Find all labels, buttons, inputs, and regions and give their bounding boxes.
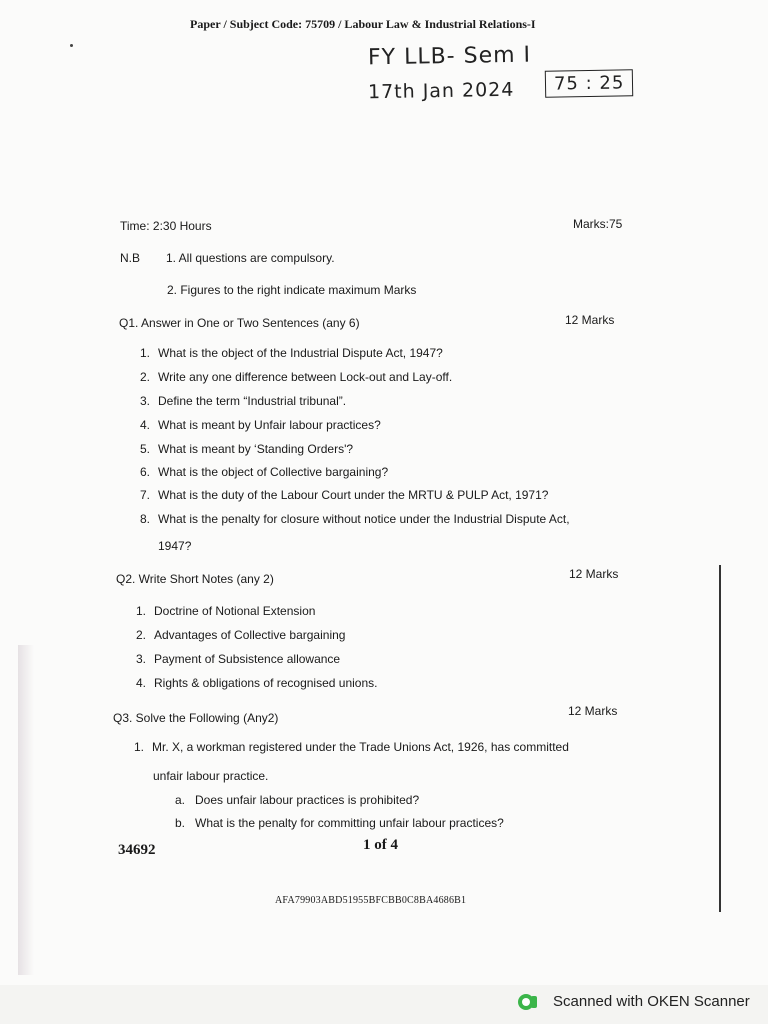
q2-item: 3. Payment of Subsistence allowance (135, 652, 341, 666)
document-hash: AFA79903ABD51955BFCBB0C8BA4686B1 (275, 895, 467, 906)
page-number: 1 of 4 (363, 837, 398, 853)
handwritten-marks-box: 75 : 25 (545, 69, 634, 98)
q3-marks: 12 Marks (568, 704, 618, 718)
oken-scanner-logo-icon (517, 993, 539, 1011)
q1-item: 1. What is the object of the Industrial Dispute Act, 1947? (139, 346, 443, 360)
q3-item: 1. Mr. X, a workman registered under the Trade Unions Act, 1926, has committed (133, 740, 569, 754)
q1-item: 7. What is the duty of the Labour Court under the MRTU & PULP Act, 1971? (139, 488, 549, 502)
paper-header: Paper / Subject Code: 75709 / Labour Law & Industrial Relations-I (190, 17, 536, 31)
q3-subitem: a. Does unfair labour practices is prohibited? (174, 793, 420, 807)
time-label: Time: 2:30 Hours (120, 219, 212, 233)
nb-item: 1. All questions are compulsory. (166, 251, 335, 265)
q3-item-continuation: unfair labour practice. (153, 769, 269, 783)
handwritten-date: 17th Jan 2024 (367, 78, 515, 104)
total-marks: Marks:75 (573, 217, 623, 231)
q1-item: 5. What is meant by ‘Standing Orders'? (139, 442, 354, 456)
q1-title: Q1. Answer in One or Two Sentences (any 6) (119, 316, 360, 330)
paper-code-number: 34692 (118, 842, 156, 858)
q2-item: 4. Rights & obligations of recognised unions. (135, 676, 378, 690)
q1-item: 8. What is the penalty for closure without notice under the Industrial Dispute Act, (139, 512, 570, 526)
nb-item: 2. Figures to the right indicate maximum Marks (167, 283, 417, 297)
q3-title: Q3. Solve the Following (Any2) (113, 711, 279, 725)
scan-edge-line (719, 565, 721, 912)
speck (70, 44, 73, 47)
q2-title: Q2. Write Short Notes (any 2) (116, 572, 274, 586)
q3-subitem: b. What is the penalty for committing unfair labour practices? (174, 816, 504, 830)
q2-item: 2. Advantages of Collective bargaining (135, 628, 346, 642)
q1-item: 4. What is meant by Unfair labour practices? (139, 418, 381, 432)
handwritten-course: FY LLB- Sem I (367, 42, 532, 71)
q2-marks: 12 Marks (569, 567, 619, 581)
q1-item: 6. What is the object of Collective bargaining? (139, 465, 389, 479)
nb-label: N.B (120, 251, 141, 265)
scan-shadow (18, 645, 34, 975)
scanner-watermark-text: Scanned with OKEN Scanner (553, 993, 750, 1010)
q1-item: 2. Write any one difference between Lock-out and Lay-off. (139, 370, 453, 384)
q1-marks: 12 Marks (565, 313, 615, 327)
q1-item: 3. Define the term “Industrial tribunal”. (139, 394, 347, 408)
q1-item-continuation: 1947? (158, 539, 192, 553)
q2-item: 1. Doctrine of Notional Extension (135, 604, 316, 618)
